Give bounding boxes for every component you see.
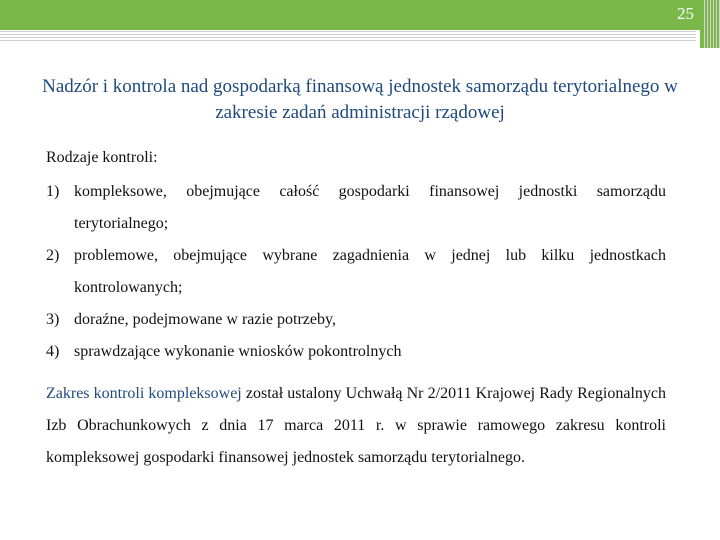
list-item-text: sprawdzające wykonanie wniosków pokontrolnych [74,343,402,360]
header-stripes [0,31,696,41]
control-types-list [46,176,666,368]
list-item [46,336,666,368]
list-item-number: 2) [46,247,60,264]
page-number: 25 [677,4,694,23]
list-item-text: kompleksowe, obejmujące całość gospodarki finansowej jednostki samorządu terytorialnego; [74,183,666,232]
list-item-text: problemowe, obejmujące wybrane zagadnienia w jednej lub kilku jednostkach kontrolowanych; [74,247,666,296]
slide-body [46,146,666,474]
list-item-number: 4) [46,343,60,360]
corner-stripes [704,0,720,48]
scope-text: został ustalony Uchwałą Nr 2/2011 Krajowej Rady Regionalnych Izb Obrachunkowych z dnia 17 marca 2011 r. w sprawie ramowego zakresu kontroli kompleksowej gospodarki finansowej jednostek samorządu terytorialnego. [46,385,666,466]
list-item-number: 1) [46,183,60,200]
list-item [46,304,666,336]
section-heading: Rodzaje kontroli: [46,149,158,166]
list-item [46,176,666,240]
slide-title: Nadzór i kontrola nad gospodarką finansową jednostek samorządu terytorialnego w zakresie zadań administracji rządowej [42,76,678,123]
list-item [46,240,666,304]
list-item-number: 3) [46,311,60,328]
header-band [0,0,720,30]
scope-paragraph [46,378,666,474]
scope-highlight: Zakres kontroli kompleksowej [46,385,242,402]
list-item-text: doraźne, podejmowane w razie potrzeby, [74,311,336,328]
